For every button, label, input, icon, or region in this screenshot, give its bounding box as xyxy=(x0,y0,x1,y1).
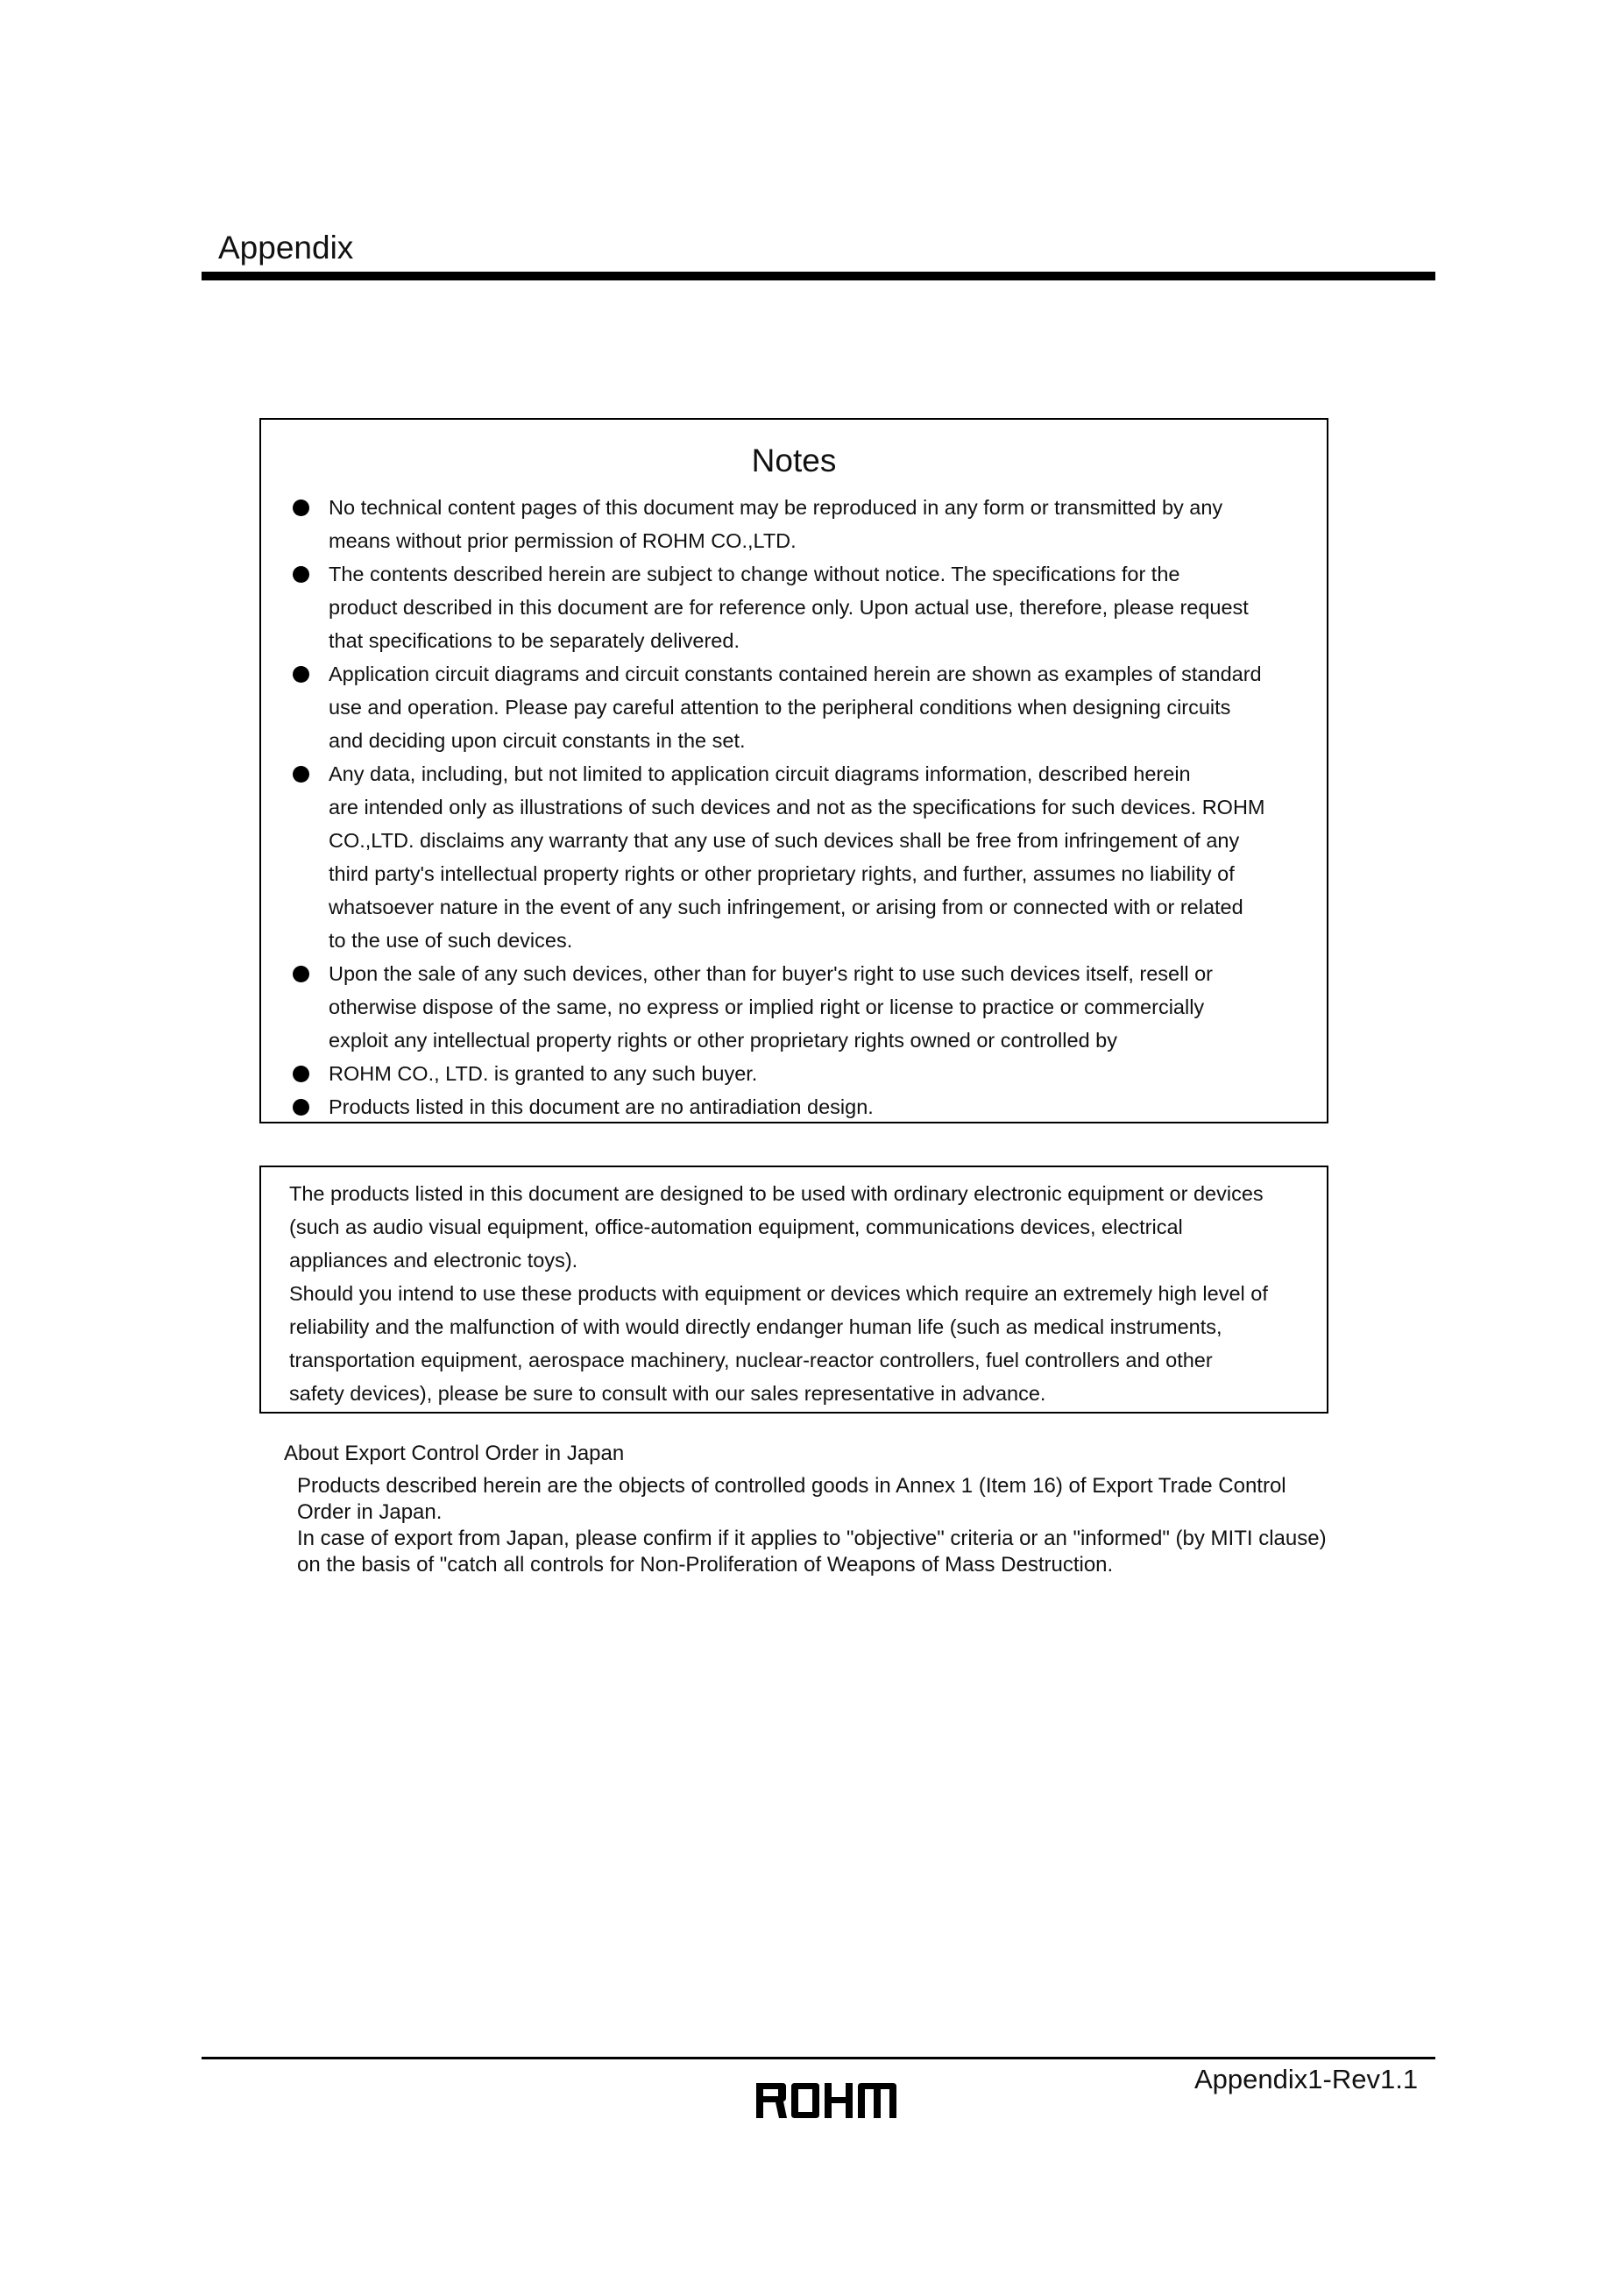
export-control-line: Order in Japan. xyxy=(297,1500,443,1524)
export-control-line: Products described herein are the objects of controlled goods in Annex 1 (Item 16) of Export Trade Control xyxy=(297,1474,1286,1498)
usage-notice-box xyxy=(259,1166,1328,1414)
export-control-body xyxy=(297,1473,1327,1578)
export-control-line: In case of export from Japan, please confirm if it applies to "objective" criteria or an "informed" (by MITI clause) xyxy=(297,1527,1327,1550)
notes-item-line: Upon the sale of any such devices, other than for buyer's right to use such devices itself, resell or xyxy=(329,962,1213,985)
rohm-logo xyxy=(756,2083,896,2118)
page-number: Appendix1-Rev1.1 xyxy=(1194,2064,1419,2094)
notes-item-line: whatsoever nature in the event of any such infringement, or arising from or connected with or related xyxy=(329,896,1243,918)
usage-notice-line: transportation equipment, aerospace machinery, nuclear-reactor controllers, fuel controllers and other xyxy=(289,1349,1213,1371)
usage-notice-line: (such as audio visual equipment, office-automation equipment, communications devices, electrical xyxy=(289,1215,1183,1238)
notes-item xyxy=(293,757,1295,957)
export-control-heading: About Export Control Order in Japan xyxy=(284,1442,625,1465)
bullet-icon xyxy=(293,666,309,683)
notes-item-line: exploit any intellectual property rights or other proprietary rights owned or controlled by xyxy=(329,1029,1117,1052)
bullet-icon xyxy=(293,966,309,982)
usage-notice-line: reliability and the malfunction of with would directly endanger human life (such as medical instruments, xyxy=(289,1315,1222,1338)
usage-notice-line: appliances and electronic toys). xyxy=(289,1249,578,1272)
notes-item-line: Application circuit diagrams and circuit constants contained herein are shown as examples of standard xyxy=(329,663,1262,685)
notes-item-line: ROHM CO., LTD. is granted to any such buyer. xyxy=(329,1062,758,1085)
notes-item-line: CO.,LTD. disclaims any warranty that any use of such devices shall be free from infringement of any xyxy=(329,829,1240,852)
notes-item xyxy=(293,1090,1295,1123)
notes-item-line: to the use of such devices. xyxy=(329,929,573,952)
notes-list xyxy=(293,491,1295,1123)
notes-item-line: Any data, including, but not limited to application circuit diagrams information, described herein xyxy=(329,762,1191,785)
notes-item-line: No technical content pages of this document may be reproduced in any form or transmitted by any xyxy=(329,496,1223,519)
bullet-icon xyxy=(293,566,309,583)
notes-item-line: means without prior permission of ROHM CO.,LTD. xyxy=(329,529,797,552)
notes-box xyxy=(259,418,1328,1123)
bullet-icon xyxy=(293,500,309,516)
notes-item-line: product described in this document are for reference only. Upon actual use, therefore, please request xyxy=(329,596,1249,619)
notes-item xyxy=(293,957,1295,1057)
export-control-line: on the basis of "catch all controls for Non-Proliferation of Weapons of Mass Destruction. xyxy=(297,1553,1114,1577)
usage-notice-line: safety devices), please be sure to consult with our sales representative in advance. xyxy=(289,1382,1046,1405)
bullet-icon xyxy=(293,766,309,783)
page-title: Appendix xyxy=(218,230,354,266)
bullet-icon xyxy=(293,1099,309,1116)
notes-item-line: third party's intellectual property rights or other proprietary rights, and further, assumes no liability of xyxy=(329,862,1235,885)
notes-item-line: The contents described herein are subject to change without notice. The specifications for the xyxy=(329,563,1180,585)
notes-item-line: use and operation. Please pay careful attention to the peripheral conditions when designing circuits xyxy=(329,696,1231,719)
usage-notice-line: The products listed in this document are designed to be used with ordinary electronic equipment or devices xyxy=(289,1182,1264,1205)
notes-item-line: that specifications to be separately delivered. xyxy=(329,629,740,652)
bullet-icon xyxy=(293,1066,309,1082)
notes-item-line: are intended only as illustrations of such devices and not as the specifications for such devices. ROHM xyxy=(329,796,1265,818)
header-rule xyxy=(202,272,1435,280)
notes-item-line: and deciding upon circuit constants in the set. xyxy=(329,729,746,752)
notes-title: Notes xyxy=(751,443,837,478)
notes-item-line: otherwise dispose of the same, no express or implied right or license to practice or commercially xyxy=(329,996,1205,1018)
notes-item xyxy=(293,657,1295,757)
footer-rule xyxy=(202,2057,1435,2059)
notes-item xyxy=(293,491,1295,557)
usage-notice-line: Should you intend to use these products with equipment or devices which require an extremely high level of xyxy=(289,1282,1268,1305)
notes-item xyxy=(293,1057,1295,1090)
notes-item-line: Products listed in this document are no antiradiation design. xyxy=(329,1095,874,1118)
notes-item xyxy=(293,557,1295,657)
